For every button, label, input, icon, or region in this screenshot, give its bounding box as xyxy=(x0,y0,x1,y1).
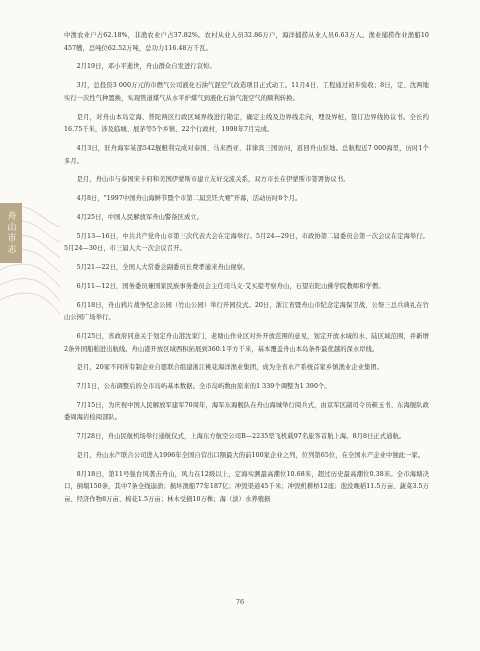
paragraph: 4月3日，驻舟海军某部542舰艇利完成对泰国、马来西亚、菲律宾三国访问，返回舟山驻地。总航程近7 000海里，历时1个多月。 xyxy=(64,144,429,165)
paragraph: 5月13—16日，中共共产党舟山市第三次代表大会在定海举行。5月24—29日，市政协第二届委员会第一次会议在定海举行。5月24—30日，市三届人大一次会议召开。 xyxy=(64,232,429,253)
paragraph: 8月18日，第11号强台风袭击舟山，风力在12级以上，定海实测最高潮位10.68米，超过历史最高潮位0.38米。全市海塘决口，倒塌150条，其中7条全线崩溃；损坏渔船77年187亿；冲毁渠道45千米；冲毁机耕桥12座；泡没晚稻11.5万亩、蔬菜3.5万亩、经济作物8万亩、棉花1.5万亩；林木受损10万株；海（淡）水养殖损 xyxy=(64,470,429,503)
paragraph: 6月18日，舟山鸦片战争纪念公园（竹山公园）举行开园仪式。20日，浙江省暨舟山市纪念定海保卫战、公祭三总兵典礼在竹山公园广场举行。 xyxy=(64,301,429,322)
paragraph: 是月，20家不同所有制企业自愿联合组建浙江桃花海洋渔业集团，成为全省水产系统首家乡镇渔业企业集团。 xyxy=(76,364,384,372)
paragraph: 6月25日，省政府同意关于划定舟山港沈家门、老塘山作业区对外开放范围的意见，划定开放水域的水、陆区域范围，并新增2条外国船舶进出航线。舟山港开放区域西积拓展到360.1平方千米，基本覆盖舟山本岛条件最优越的深水岸线。 xyxy=(64,332,429,353)
paragraph: 中渔农业户占62.18%，非渔农业户占37.82%。农村从业人员32.86万户，海洋捕捞从业人员6.63万人。渔业捕捞作业渔船10 457艘，总吨位62.52万吨，总功力116.48万千瓦。 xyxy=(64,32,429,52)
paragraph: 是月，对舟山本岛定海、普陀两区行政区域界线进行勘定，确定主线及边界线走向，埋设界桩，签订边界线协议书。全长约16.75千米，涉及临城、展茅等5个乡镇、22个行政村，1998年7月完成。 xyxy=(64,113,429,134)
paragraph: 是月，舟山市与泰国宋卡府和美国伊蒙斯市建立友好交流关系，双方市长在伊蒙斯市签署协议书。 xyxy=(76,176,350,184)
document-body xyxy=(64,30,429,513)
page-number: 76 xyxy=(235,598,245,606)
paragraph: 4月8日，"1997中国舟山海鲜节暨个市第二届烹饪大赛"开幕，活动历时8个月。 xyxy=(76,195,302,203)
paragraph: 3月，总投资3 000万元的市燃气公司液化石油气混空气改造项目正式动工。11月4日，工程通过初步验收；8日，定、沈两地实行一次性气种置换，实现管道煤气从水平炉煤气到液化石油气混空气的顺利转换。 xyxy=(64,82,429,102)
paragraph: 7月1日，公布调整后的全市岛屿基本数据。全市岛屿数由原来的1 339个调整为1 390个。 xyxy=(76,383,331,391)
paragraph: 5月21—22日，全国人大常委会副委员长费孝通来舟山视察。 xyxy=(76,264,250,271)
paragraph: 6月11—12日，国务委员兼国家民族事务委员会主任司马义·艾买提考察舟山，石望岩陀山佛学院教师和学僧。 xyxy=(76,282,385,290)
paragraph: 7月28日，舟山民航机场举行通航仪式，上海东方航空公司B—2235型飞机载97名旅客首航上海。8月8日正式通航。 xyxy=(76,433,406,441)
paragraph: 2月19日，邓小平逝世，舟山群众自发进行哀悼。 xyxy=(76,63,216,71)
sidebar-label: 舟山市志 xyxy=(5,211,16,255)
paragraph: 4月25日，中国人民解放军舟山警备区成立。 xyxy=(76,213,204,221)
paragraph: 是月，舟山水产联合公司进入1996年全国自营出口额最大的前100家企业之列，位列第65位，在全国水产企业中独此一家。 xyxy=(76,452,425,460)
paragraph: 7月15日，为庆祝中国人民解放军建军70周年，海军东海舰队在舟山海城举行阅兵式，由京军区副司令员顿玉书、东海舰队政委周海岩检阅部队。 xyxy=(64,401,429,422)
sidebar-chapter-tab xyxy=(0,203,22,263)
